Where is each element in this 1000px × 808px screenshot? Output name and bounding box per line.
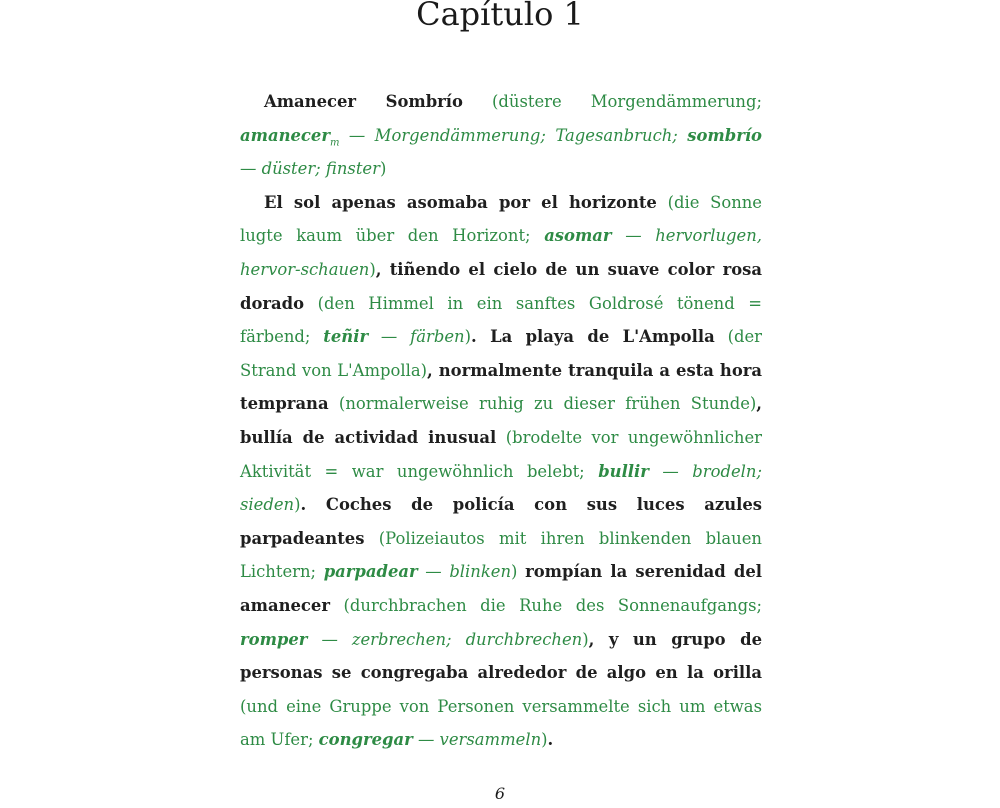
headword: asomar <box>544 226 612 246</box>
german-gloss: ) <box>582 629 589 649</box>
translation: — Morgendämmerung; Tagesanbruch; <box>339 125 688 145</box>
german-gloss: ) <box>511 562 518 582</box>
headword: romper <box>240 629 308 649</box>
space <box>517 562 525 581</box>
german-gloss: ) <box>464 327 472 347</box>
headword: sombrío <box>687 125 762 145</box>
spanish-phrase: . <box>547 730 554 750</box>
spanish-phrase: , bullía de actividad inusual <box>240 394 763 447</box>
german-gloss: (und eine Gruppe von Personen versammelte sich um etwas am Ufer; <box>240 696 762 750</box>
spanish-phrase: , normalmente tranquila a esta hora temprana <box>240 360 763 414</box>
reading-text <box>240 85 762 757</box>
spanish-phrase: Amanecer Sombrío <box>264 92 463 111</box>
german-gloss: (die Sonne lugte kaum über den Horizont; <box>240 192 763 246</box>
translation: — düster; finster <box>240 159 380 179</box>
german-gloss: ) <box>379 159 387 179</box>
paragraph-body <box>240 186 762 757</box>
translation: — versammeln <box>412 730 542 750</box>
space <box>715 327 728 346</box>
space <box>364 529 378 548</box>
headword: bullir <box>598 461 649 481</box>
german-gloss: (normalerweise ruhig zu dieser frühen Stunde) <box>338 394 757 414</box>
spanish-phrase: , y un grupo de personas se congregaba alrededor de algo en la orilla <box>240 629 763 683</box>
german-gloss: (den Himmel in ein sanftes Goldrosé tönend = färbend; <box>240 293 762 347</box>
spanish-phrase: , tiñendo el cielo de un suave color rosa dorado <box>240 259 762 313</box>
translation: — brodeln; sieden <box>240 461 762 515</box>
spanish-phrase: rompían la serenidad del amanecer <box>240 562 762 615</box>
space <box>330 596 344 615</box>
german-gloss: (Polizeiautos mit ihren blinkenden blauen Lichtern; <box>240 528 762 582</box>
space <box>496 428 505 447</box>
headword: congregar <box>318 730 413 750</box>
headword: parpadear <box>323 562 418 582</box>
page-number: 6 <box>494 784 506 803</box>
translation: — färben <box>368 327 465 347</box>
german-gloss: ) <box>294 495 301 515</box>
spanish-phrase: El sol apenas asomaba por el horizonte <box>264 192 657 212</box>
space <box>304 294 318 313</box>
paragraph-heading <box>240 85 762 186</box>
spanish-phrase: . Coches de policía con sus luces azules parpadeantes <box>240 495 762 548</box>
german-gloss: ) <box>541 730 548 750</box>
space <box>657 193 668 212</box>
spanish-phrase: . La playa de L'Ampolla <box>471 327 715 347</box>
gender-marker: m <box>329 136 340 148</box>
german-gloss: (brodelte vor ungewöhnlicher Aktivität = war ungewöhnlich belebt; <box>240 427 762 481</box>
translation: — zerbrechen; durchbrechen <box>307 629 583 649</box>
german-gloss: (durchbrachen die Ruhe des Sonnenaufgangs; <box>343 595 762 615</box>
german-gloss: (der Strand von L'Ampolla) <box>240 327 762 380</box>
german-gloss: (düstere Morgendämmerung; <box>492 92 762 111</box>
space <box>329 394 339 413</box>
chapter-title: Capítulo 1 <box>416 0 584 33</box>
headword: amanecer <box>240 125 330 145</box>
translation: — blinken <box>417 562 512 582</box>
german-gloss: ) <box>369 259 376 279</box>
headword: teñir <box>323 327 369 347</box>
space <box>463 92 492 111</box>
translation: — hervorlugen, hervor-schauen <box>240 226 763 279</box>
